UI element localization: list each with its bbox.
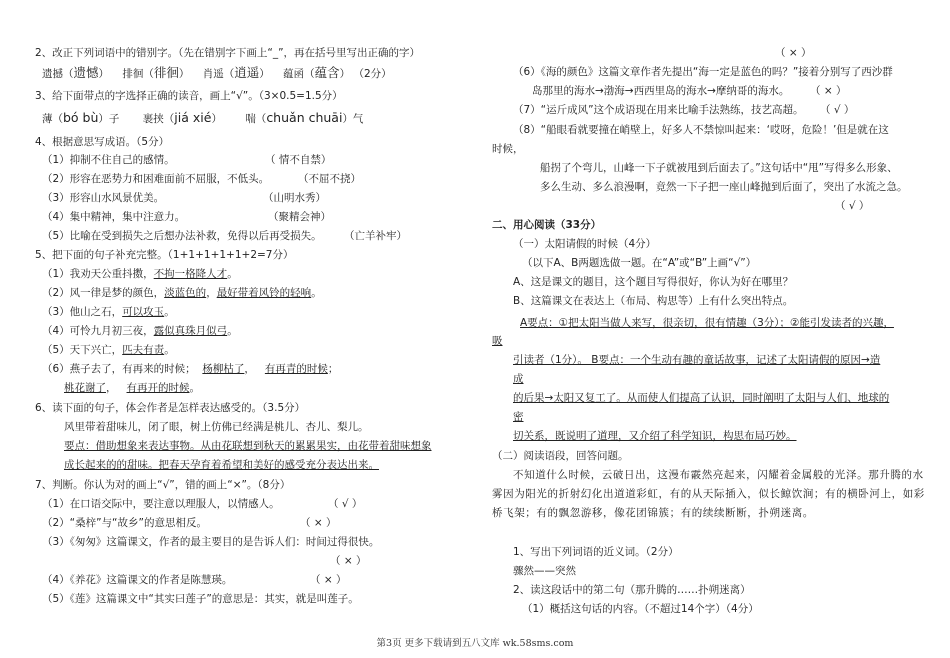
q7-mark: （ × ）	[330, 555, 367, 567]
q7-mark: （ × ）	[310, 574, 347, 586]
q7-mark: （ × ）	[300, 517, 337, 529]
question: 2、读这段话中的第二句（那升腾的……扑朔迷离）	[513, 584, 751, 596]
q5-item: （5）天下兴亡，匹夫有责。	[42, 344, 175, 356]
judge-item: （8）“船眼看就要撞在峭壁上，好多人不禁惊叫起来：‘哎呀，危险！’但是就在这	[513, 124, 889, 136]
q4-answer: （山明水秀）	[263, 192, 326, 204]
answer-line: A要点：①把太阳当做人来写，很亲切，很有情趣（3分）；②能引发读者的兴趣，	[520, 317, 894, 329]
answer-line: 引读者（1分）。 B要点：一个生动有趣的童话故事，记述了太阳请假的原因→造	[513, 354, 881, 366]
answer: 骤然——突然	[513, 565, 576, 577]
q4-item: （1）抑制不住自己的感情。	[42, 154, 175, 166]
q7-item: （5）《莲》这篇课文中“其实曰莲子”的意思是：其实，就是叫莲子。	[42, 593, 359, 605]
question: 1、写出下列词语的近义词。（2分）	[513, 546, 679, 558]
q2-title: 2、改正下列词语中的错别字。（先在错别字下画上“_”，再在括号里写出正确的字）	[35, 47, 421, 59]
judge-item: （7）“运斤成风”这个成语现在用来比喻手法熟练，技艺高超。	[513, 104, 804, 116]
question-a: A、这是课文的题目，这个题目写得很好，你认为好在哪里？	[513, 276, 794, 288]
answer-line: 成	[513, 373, 524, 385]
q3-row: 薄（bó bù）子 裹挟（jiá xié） 喘（chuǎn chuāi）气	[42, 110, 364, 125]
q7-mark: （ √ ）	[328, 498, 363, 510]
judge-mark: （ √ ）	[820, 104, 855, 116]
q6-passage: 风里带着甜味儿，闭了眼，树上仿佛已经满是桃儿、杏儿、梨儿。	[64, 421, 369, 433]
q4-item: （4）集中精神，集中注意力。	[42, 211, 186, 223]
reading-passage: 不知道什么时候，云破日出，这漫布霰然亮起来，闪耀着金属般的光泽。那升腾的水	[513, 469, 924, 481]
q3-title: 3、给下面带点的字选择正确的读音，画上“√”。（3×0.5=1.5分）	[35, 90, 343, 102]
answer-line: 吸	[492, 335, 503, 347]
answer-line: 密	[513, 411, 524, 423]
sub-title: （二）阅读语段，回答问题。	[492, 450, 629, 462]
q4-title: 4、根据意思写成语。（5分）	[35, 136, 170, 148]
q5-item: （1）我劝天公重抖擞，不拘一格降人才。	[42, 268, 238, 280]
sub-title: （一）太阳请假的时候（4分）	[513, 238, 657, 250]
judge-mark: （ × ）	[775, 47, 812, 59]
reading-passage: 桥飞架；有的飘忽游移，像花团锦簇；有的续续断断，扑朔迷离。	[492, 507, 814, 519]
q4-item: （3）形容山水风景优美。	[42, 192, 165, 204]
section-title: 二、用心阅读（33分）	[492, 219, 602, 231]
q5-item: （3）他山之石，可以攻玉。	[42, 306, 175, 318]
q6-answer: 成长起来的的甜味。把春天孕育着希望和美好的感受充分表达出来。	[64, 459, 379, 471]
judge-item: 多么生动、多么浪漫啊，竟然一下子把一座山峰抛到后面了，突出了水流之急。	[540, 181, 908, 193]
q2-items: 遗撼（遗憾） 排徊（徘徊） 肖遥（逍遥） 蕴函（蕴含） （2分）	[42, 65, 392, 80]
page-footer: 第3页 更多下载请到五八文库 wk.58sms.com	[376, 638, 574, 649]
sub-note: （以下A、B两题选做一题。在“A”或“B”上画“√”）	[522, 257, 757, 269]
judge-item: （6）《海的颜色》这篇文章作者先提出“海一定是蓝色的吗？”接着分别写了西沙群	[513, 66, 893, 78]
q4-answer: （不屈不挠）	[298, 173, 361, 185]
judge-mark: （ √ ）	[835, 200, 870, 212]
answer-line: 切关系，既说明了道理，又介绍了科学知识，构思布局巧妙。	[513, 430, 797, 442]
judge-item: 船拐了个弯儿，山峰一下子就被甩到后面去了。”这句话中“甩”写得多么形象、	[540, 162, 898, 174]
judge-item: 岛那里的海水→渤海→西西里岛的海水→摩纳哥的海水。	[532, 85, 790, 97]
q4-answer: （亡羊补牢）	[344, 230, 407, 242]
q4-answer: （ 情不自禁）	[265, 154, 332, 166]
q7-item: （4）《养花》这篇课文的作者是陈慧瑛。	[42, 574, 233, 586]
q7-item: （2）“桑梓”与“故乡”的意思相反。	[42, 517, 207, 529]
q6-title: 6、读下面的句子，体会作者是怎样表达感受的。（3.5分）	[35, 402, 306, 414]
q6-answer: 要点：借助想象来表达事物。从由花联想到秋天的累累果实，由花带着甜味想象	[64, 440, 432, 452]
answer-line: 的后果→太阳又复工了。从而使人们提高了认识，同时阐明了太阳与人们、地球的	[513, 392, 890, 404]
question-b: B、这篇课文在表达上（布局、构思等）上有什么突出特点。	[513, 295, 794, 307]
q4-item: （5）比喻在受到损失之后想办法补救，免得以后再受损失。	[42, 230, 322, 242]
q7-item: （3）《匆匆》这篇课文，作者的最主要目的是告诉人们：时间过得很快。	[42, 536, 380, 548]
q5-title: 5、把下面的句子补充完整。（1+1+1+1+1+2=7分）	[35, 249, 294, 261]
question: （1）概括这句话的内容。（不超过14个字）（4分）	[522, 603, 759, 615]
judge-item: 时候，	[492, 143, 524, 155]
reading-passage: 雾因为阳光的折射幻化出道道彩虹，有的从天际插入，似长鲸饮涧；有的横卧河上，如彩	[492, 488, 925, 500]
judge-mark: （ × ）	[810, 85, 847, 97]
q5-item: （2）风一律是梦的颜色，淡蓝色的，最好带着风铃的轻响。	[42, 287, 322, 299]
q7-item: （1）在口语交际中，要注意以理服人，以情感人。	[42, 498, 280, 510]
q4-answer: （聚精会神）	[268, 211, 331, 223]
q7-title: 7、判断。你认为对的画上“√”，错的画上“×”。（8分）	[35, 479, 291, 491]
q5-item: （6）燕子去了，有再来的时候； 杨柳枯了， 有再青的时候；	[42, 363, 339, 375]
q4-item: （2）形容在恶势力和困难面前不屈服，不低头。	[42, 173, 270, 185]
q5-item: 桃花谢了， 有再开的时候。	[64, 382, 201, 394]
q5-item: （4）可怜九月初三夜，露似真珠月似弓。	[42, 325, 238, 337]
